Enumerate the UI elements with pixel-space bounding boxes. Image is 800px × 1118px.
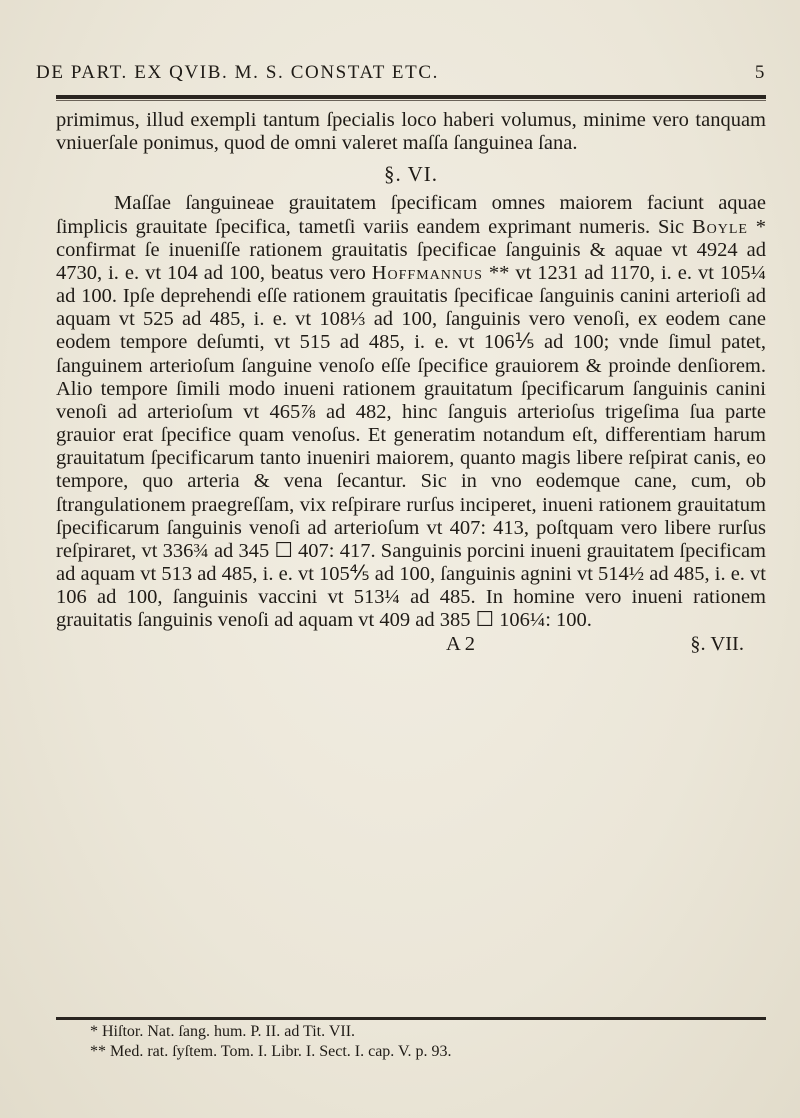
author-boyle: Boyle bbox=[691, 215, 748, 238]
header-rule bbox=[56, 95, 766, 99]
footnotes bbox=[90, 1022, 750, 1062]
footnote-1: * Hiſtor. Nat. ſang. hum. P. II. ad Tit. VII. bbox=[90, 1023, 356, 1040]
paragraph-main bbox=[56, 192, 766, 632]
footnote-2: ** Med. rat. ſyſtem. Tom. I. Libr. I. Sect. I. cap. V. p. 93. bbox=[90, 1043, 452, 1060]
paragraph-text-b: * confirmat ſe inueniſſe rationem grauitatis ſpecificae ſanguinis & aquae vt 4924 ad 4730, i. e. vt 104 ad 100, beatus vero bbox=[56, 215, 767, 284]
section-heading: §. VI. bbox=[383, 162, 439, 187]
header-rule-thin bbox=[56, 100, 766, 101]
page-number: 5 bbox=[754, 62, 766, 83]
running-title: DE PART. EX QVIB. M. S. CONSTAT ETC. bbox=[36, 62, 439, 83]
paragraph-text-c: ** vt 1231 ad 1170, i. e. vt 105¼ ad 100. Ipſe deprehendi eſſe rationem grauitatis ſpecificae ſanguinis canini arterioſi ad aquam vt 525 ad 485, i. e. vt 108⅓ ad 100, ſanguinis vero venoſi, ex eodem cane eodem tempore deſumti, vt 515 ad 485, i. e. vt 106⅕ ad 100; vnde ſimul patet, ſanguinem arterioſum ſanguine venoſo eſſe ſpecifice grauiorem & proinde denſiorem. Alio tempore ſimili modo inueni rationem grauitatum ſpecificarum ſanguinis canini venoſi ad arterioſum vt 465⅞ ad 482, hinc ſanguis arterioſus trigeſima ſua parte grauior erat ſpecifice quam venoſus. Et generatim notandum eſt, differentiam harum grauitatum ſpecificarum tanto inueniri maiorem, quanto magis libere reſpirat canis, eo tempore, quo arteria & vena ſecantur. Sic in vno eodemque cane, cum, ob ſtrangulationem praegreſſam, vix reſpirare rurſus inciperet, inueni rationem grauitatum ſpecificarum ſanguinis venoſi ad arterioſum vt 407: 413, poſtquam vero libere rurſus reſpiraret, vt 336¾ ad 345 ☐ 407: 417. Sanguinis porcini inueni grauitatem ſpecificam ad aquam vt 513 ad 485, i. e. vt 105⅘ ad 100, ſanguinis agnini vt 514½ ad 485, i. e. vt 106 ad 100, ſanguinis vaccini vt 513¼ ad 485. In homine vero inueni rationem grauitatis ſanguinis venoſi ad aquam vt 409 ad 385 ☐ 106¼: 100. bbox=[56, 261, 766, 632]
paragraph-text-a: Maſſae ſanguineae grauitatem ſpecificam omnes maiorem faciunt aquae ſimplicis grauitate ſpecifica, tametſi variis eandem exprimant numeris. Sic bbox=[56, 192, 766, 238]
author-hoffmannus: Hoffmannus bbox=[371, 261, 483, 284]
page-foot-line bbox=[56, 633, 766, 659]
running-header bbox=[36, 62, 766, 92]
footnote-rule bbox=[56, 1017, 766, 1020]
signature-mark: A 2 bbox=[446, 633, 476, 656]
paragraph-continued: primimus, illud exempli tantum ſpecialis loco haberi volumus, minime vero tanquam vniuerſale ponimus, quod de omni valeret maſſa ſanguinea ſana. bbox=[56, 109, 766, 155]
body-text bbox=[56, 109, 766, 659]
catchword: §. VII. bbox=[690, 633, 744, 656]
